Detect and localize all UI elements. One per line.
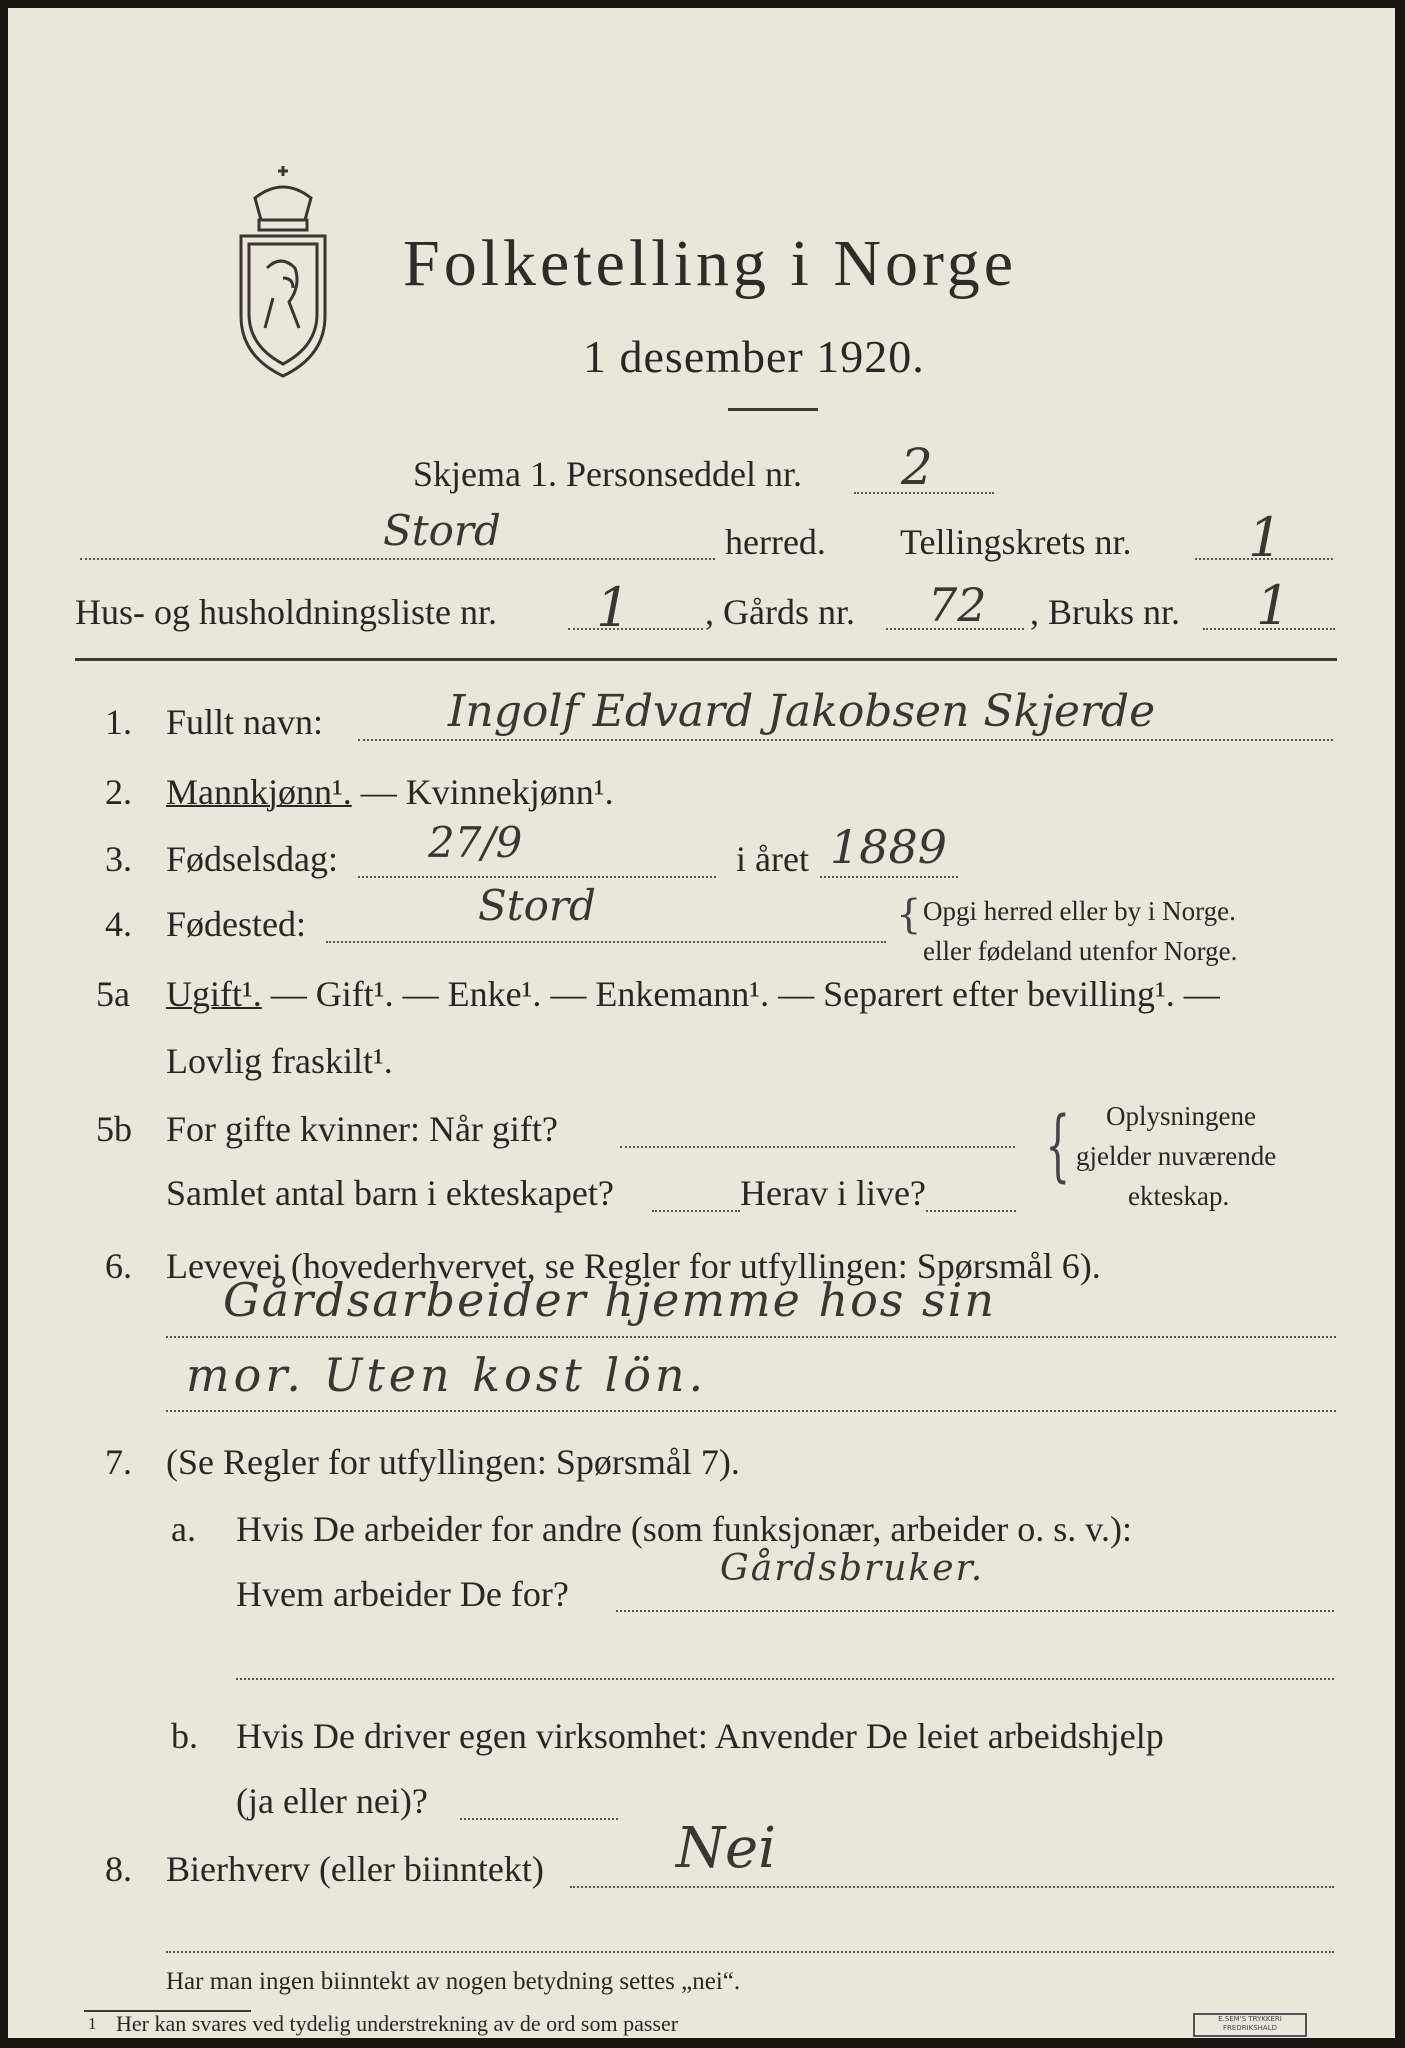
q6-number: 6. bbox=[105, 1246, 132, 1286]
q5a-options bbox=[166, 973, 1220, 1015]
q7a-label: Hvis De arbeider for andre (som funksjonær, arbeider o. s. v.): bbox=[236, 1509, 1132, 1549]
gards-value[interactable]: 72 bbox=[928, 578, 987, 632]
q5a-number: 5a bbox=[96, 974, 130, 1014]
skjema-value[interactable]: 2 bbox=[901, 438, 933, 496]
herred-dotline bbox=[80, 558, 715, 560]
q5b-label-3: Herav i live? bbox=[740, 1173, 926, 1213]
q2-female-option[interactable]: Kvinnekjønn¹. bbox=[405, 772, 614, 812]
q3-year-label: i året bbox=[736, 839, 809, 879]
q1-number: 1. bbox=[105, 702, 132, 742]
footnote-mark: 1 bbox=[88, 2014, 97, 2033]
q3-number: 3. bbox=[105, 839, 132, 879]
census-date: 1 desember 1920. bbox=[583, 331, 925, 382]
q5a-ugift-option[interactable]: Ugift¹. bbox=[166, 974, 262, 1014]
q7b-label: Hvis De driver egen virksomhet: Anvender De leiet arbeidshjelp bbox=[236, 1716, 1164, 1756]
q4-note-2: eller fødeland utenfor Norge. bbox=[923, 936, 1238, 966]
q5b-brace: { bbox=[1045, 1101, 1071, 1191]
printer-stamp: E.SEM'S TRYKKERI FREDRIKSHALD bbox=[1193, 2013, 1307, 2037]
tellingskrets-value[interactable]: 1 bbox=[1248, 506, 1283, 569]
q5b-label-1: For gifte kvinner: Når gift? bbox=[166, 1109, 558, 1149]
q3-year-value[interactable]: 1889 bbox=[830, 820, 948, 874]
q3-value[interactable]: 27/9 bbox=[428, 818, 523, 867]
q7a-letter: a. bbox=[171, 1509, 196, 1549]
q1-label: Fullt navn: bbox=[166, 702, 324, 742]
q7b-dotline bbox=[460, 1818, 618, 1820]
q5b-label-2: Samlet antal barn i ekteskapet? bbox=[166, 1173, 614, 1213]
q6-label: Levevei (hovederhvervet, se Regler for utfyllingen: Spørsmål 6). bbox=[166, 1246, 1101, 1286]
footnote-text: Her kan svares ved tydelig understrekning av de ord som passer bbox=[116, 2011, 679, 2036]
q7-label: (Se Regler for utfyllingen: Spørsmål 7). bbox=[166, 1442, 740, 1482]
q8-value[interactable]: Nei bbox=[676, 1816, 777, 1881]
q8-number: 8. bbox=[105, 1849, 132, 1889]
q1-value[interactable]: Ingolf Edvard Jakobsen Skjerde bbox=[448, 686, 1156, 737]
herred-value[interactable]: Stord bbox=[383, 506, 501, 555]
hus-value[interactable]: 1 bbox=[596, 576, 631, 639]
q5b-married-dotline bbox=[620, 1146, 1015, 1148]
header-rule bbox=[75, 658, 1337, 661]
hus-label: Hus- og husholdningsliste nr. bbox=[75, 592, 498, 632]
census-form bbox=[8, 8, 1395, 2038]
q4-value[interactable]: Stord bbox=[478, 881, 596, 930]
q1-dotline bbox=[358, 739, 1333, 741]
q4-dotline bbox=[326, 941, 886, 943]
q7-number: 7. bbox=[105, 1442, 132, 1482]
tellingskrets-label: Tellingskrets nr. bbox=[900, 522, 1132, 562]
title-divider bbox=[728, 408, 818, 411]
q2-separator: — bbox=[351, 772, 406, 812]
q2-male-option[interactable]: Mannkjønn¹. bbox=[166, 772, 352, 812]
q8-label: Bierhverv (eller biinntekt) bbox=[166, 1849, 544, 1889]
form-title: Folketelling i Norge bbox=[403, 227, 1018, 300]
herred-label: herred. bbox=[725, 522, 826, 562]
hus-dotline bbox=[568, 628, 703, 630]
q6-value-1[interactable]: Gårdsarbeider hjemme hos sin bbox=[223, 1273, 996, 1327]
q3-dotline bbox=[358, 876, 716, 878]
q5b-number: 5b bbox=[96, 1109, 132, 1149]
bruks-label: , Bruks nr. bbox=[1030, 592, 1181, 632]
q4-number: 4. bbox=[105, 904, 132, 944]
q5a-other-options[interactable]: — Gift¹. — Enke¹. — Enkemann¹. — Separert efter bevilling¹. — bbox=[261, 974, 1220, 1014]
q7b-label-2: (ja eller nei)? bbox=[236, 1781, 428, 1821]
bruks-value[interactable]: 1 bbox=[1256, 574, 1291, 637]
q7b-letter: b. bbox=[171, 1716, 198, 1756]
q8-dotline-2 bbox=[166, 1951, 1334, 1953]
q2-options bbox=[166, 771, 614, 813]
q6-value-2[interactable]: mor. Uten kost lön. bbox=[186, 1348, 708, 1402]
q5a-line2[interactable]: Lovlig fraskilt¹. bbox=[166, 1041, 393, 1081]
q7a-dotline-2 bbox=[236, 1678, 1334, 1680]
q7a-label-2: Hvem arbeider De for? bbox=[236, 1574, 569, 1614]
gards-label: , Gårds nr. bbox=[705, 592, 855, 632]
q7a-value[interactable]: Gårdsbruker. bbox=[720, 1548, 985, 1589]
q8-dotline-1 bbox=[570, 1886, 1334, 1888]
q6-dotline-2 bbox=[166, 1410, 1336, 1412]
q5b-alive-dotline bbox=[926, 1210, 1016, 1212]
q3-year-dotline bbox=[820, 876, 958, 878]
q2-number: 2. bbox=[105, 772, 132, 812]
q5b-children-dotline bbox=[652, 1210, 740, 1212]
q4-label: Fødested: bbox=[166, 904, 306, 944]
q5b-note-1: Oplysningene bbox=[1106, 1101, 1256, 1131]
q4-note-1: Opgi herred eller by i Norge. bbox=[923, 896, 1236, 926]
skjema-label: Skjema 1. Personseddel nr. bbox=[413, 454, 802, 494]
coat-of-arms-icon bbox=[233, 158, 333, 380]
q4-brace: { bbox=[896, 892, 922, 938]
footer-note: Har man ingen biinntekt av nogen betydning settes „nei“. bbox=[166, 1968, 741, 1995]
q7a-dotline-1 bbox=[616, 1610, 1334, 1612]
q5b-note-2: gjelder nuværende bbox=[1076, 1141, 1277, 1171]
q6-dotline-1 bbox=[166, 1336, 1336, 1338]
q5b-note-3: ekteskap. bbox=[1128, 1181, 1230, 1211]
q3-label: Fødselsdag: bbox=[166, 839, 339, 879]
